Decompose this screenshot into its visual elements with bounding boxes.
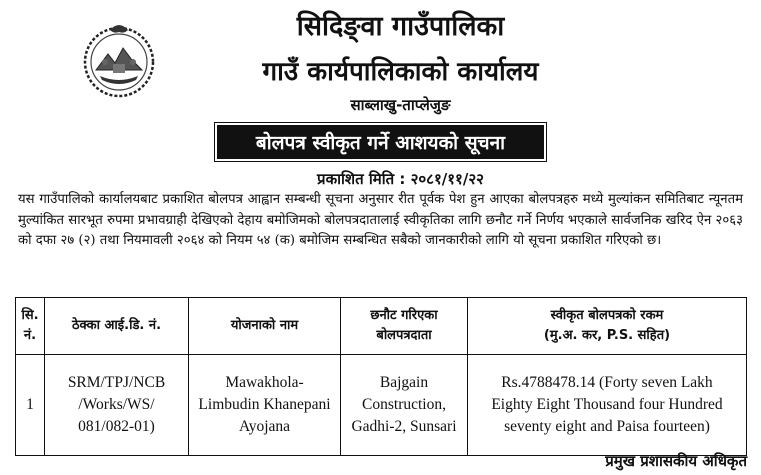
office-location: साब्लाखु-ताप्लेजुङ [350, 96, 451, 114]
table-header-row [16, 298, 747, 355]
cell-project-name: Mawakhola- Limbudin Khanepani Ayojana [189, 355, 341, 456]
municipality-title: सिदिङ्वा गाउँपालिका [296, 11, 505, 42]
table-row [16, 355, 747, 456]
header-approved-amount: स्वीकृत बोलपत्रको रकम (मु.अ. कर, P.S. सहित) [468, 298, 747, 355]
award-table [15, 297, 747, 456]
notice-title: बोलपत्र स्वीकृत गर्ने आशयको सूचना [255, 132, 506, 154]
header-serial-number: सि. नं. [16, 298, 45, 355]
cell-approved-amount: Rs.4788478.14 (Forty seven Lakh Eighty Eight Thousand four Hundred seventy eight and Paisa fourteen) [468, 355, 747, 456]
office-title: गाउँ कार्यपालिकाको कार्यालय [262, 57, 539, 87]
publish-date: प्रकाशित मिति : २०८१/११/२२ [317, 170, 484, 188]
header-selected-bidder: छनौट गरिएका बोलपत्रदाता [341, 298, 468, 355]
cell-contract-id: SRM/TPJ/NCB /Works/WS/ 081/082-01) [45, 355, 189, 456]
cell-selected-bidder: Bajgain Construction, Gadhi-2, Sunsari [341, 355, 468, 456]
signatory-title: प्रमुख प्रशासकीय अधिकृत [605, 452, 747, 470]
header-contract-id: ठेक्का आई.डि. नं. [45, 298, 189, 355]
header-project-name: योजनाको नाम [189, 298, 341, 355]
notice-paragraph: यस गाउँपालिको कार्यालयबाट प्रकाशित बोलपत्र आह्वान सम्बन्धी सूचना अनुसार रीत पूर्वक पेश हुन आएका बोलपत्रहरु मध्ये मुल्यांकन समितिबाट न्यूनतम मुल्यांकित सारभूत रुपमा प्रभावग्राही देखिएको देहाय बमोजिमको बोलपत्रदातालाई स्वीकृतिका लागि छनौट गर्ने निर्णय भएकाले सार्वजनिक खरिद ऐन २०६३ को दफा २७ (२) तथा नियमावली २०६४ को नियम ५४ (क) बमोजिम सम्बन्धित सबैको जानकारीको लागि यो सूचना प्रकाशित गरिएको छ। [18, 192, 743, 249]
notice-title-banner [215, 123, 546, 161]
cell-serial-number: 1 [16, 355, 45, 456]
